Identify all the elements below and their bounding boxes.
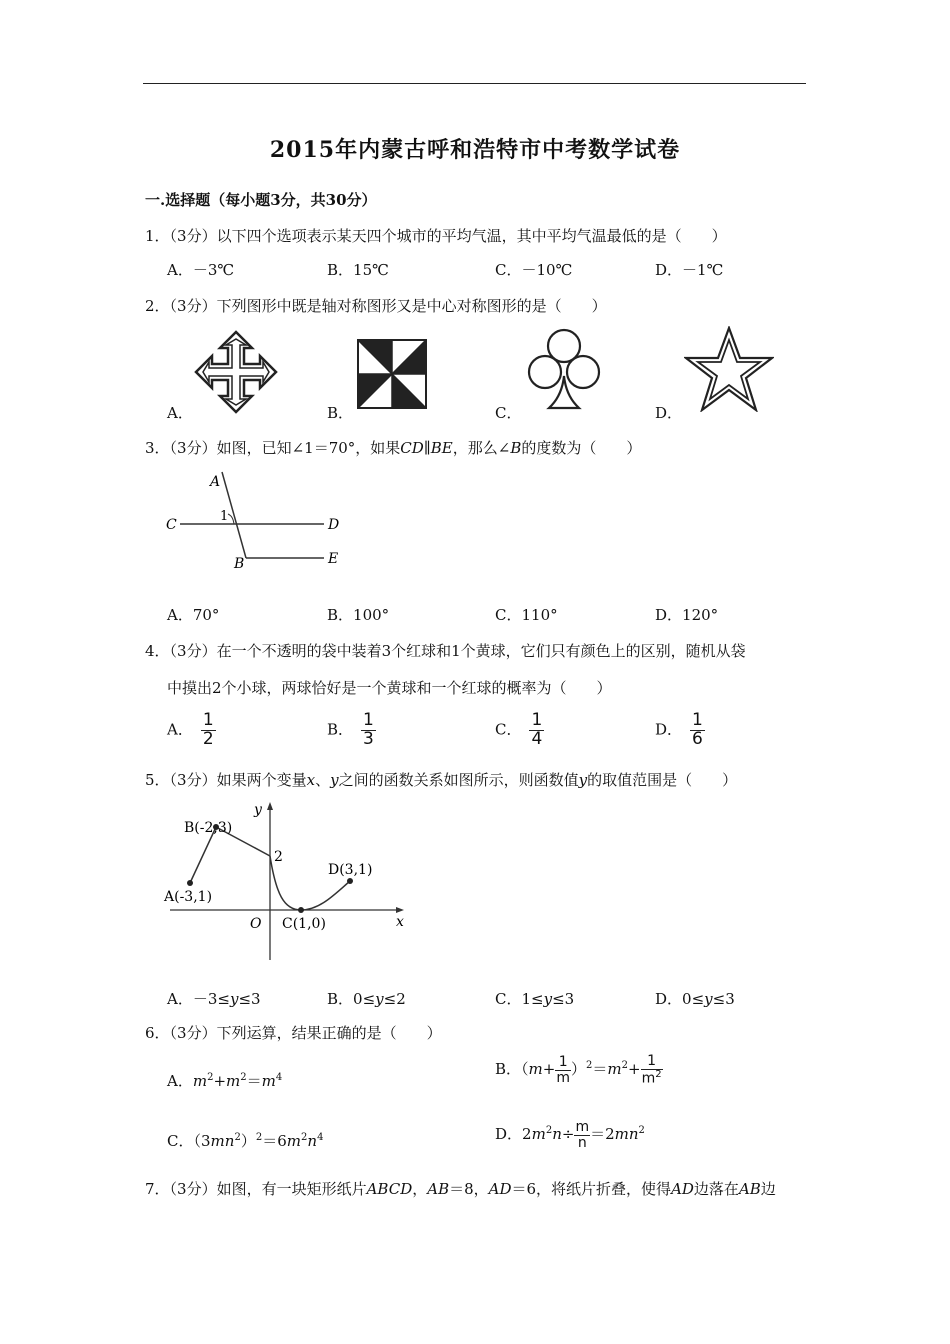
section-heading: 一.选择题（每小题3分，共30分） <box>145 191 377 209</box>
var-ad: AD <box>671 1180 694 1198</box>
question-number: 1． <box>145 227 170 245</box>
question-text: 之间的函数关系如图所示，则函数值 <box>338 771 579 789</box>
exponent: 2 <box>255 1132 263 1143</box>
option-label: D． <box>655 990 683 1008</box>
exponent: 2 <box>234 1132 241 1143</box>
var-y: y <box>543 990 553 1008</box>
q2-option-d: D． <box>655 404 683 422</box>
question-text: 的度数为（ ） <box>521 439 642 457</box>
numerator: 1 <box>202 710 214 730</box>
question-text: （3分）下列图形中既是轴对称图形又是中心对称图形的是（ ） <box>169 297 607 315</box>
question-text: 的取值范围是（ ） <box>587 771 738 789</box>
option-label: D． <box>655 720 683 739</box>
y-intercept-label: 2 <box>274 849 283 865</box>
plus-sign: + <box>213 1072 227 1090</box>
question-text: （3分）如图，已知∠1＝70°，如果 <box>169 439 401 457</box>
q6-option-a <box>167 1070 282 1091</box>
option-label: C． <box>495 990 522 1008</box>
denominator: 4 <box>531 728 543 749</box>
var-be: BE <box>430 439 453 457</box>
denominator: m <box>556 1069 570 1086</box>
paren-close: ） <box>240 1132 256 1150</box>
q2-option-a: A． <box>167 404 193 422</box>
var-y: y <box>375 990 384 1008</box>
var-n: n <box>628 1125 639 1144</box>
option-label: C． <box>167 1132 194 1150</box>
option-text: ≤3 <box>238 990 261 1008</box>
fraction <box>361 712 376 749</box>
var-m: m <box>528 1060 543 1079</box>
angle-label: 1 <box>220 509 229 524</box>
q4-option-c <box>495 712 544 749</box>
y-axis-label: y <box>254 802 262 818</box>
var-b: B <box>510 439 522 457</box>
paren-close: ） <box>571 1060 587 1079</box>
option-text: ≤2 <box>383 990 406 1008</box>
option-label: B． <box>495 1060 522 1079</box>
fraction <box>201 712 216 749</box>
option-label: B． <box>327 720 354 739</box>
origin-label: O <box>250 916 262 932</box>
top-rule <box>143 83 806 84</box>
parallel-symbol: ∥ <box>423 439 431 457</box>
question-4-line-1 <box>145 640 746 661</box>
equals-sign: ＝ <box>246 1072 262 1090</box>
point-b-label: B(-2,3) <box>184 820 233 836</box>
coefficient: 3 <box>201 1132 211 1150</box>
question-text: 边 <box>760 1180 776 1198</box>
option-label: A． <box>167 990 193 1008</box>
var-cd: CD <box>400 439 424 457</box>
label-e: E <box>328 551 339 567</box>
club-icon <box>525 328 603 412</box>
var-m: m <box>210 1132 225 1150</box>
var-ad: AD <box>488 1180 512 1198</box>
var-m: m <box>614 1125 629 1144</box>
q5-option-a <box>167 988 261 1009</box>
point-d-label: D(3,1) <box>328 862 373 878</box>
label-c: C <box>166 517 177 533</box>
question-7 <box>145 1178 776 1199</box>
q1-option-d: D．－1℃ <box>655 261 724 279</box>
x-axis-label: x <box>396 914 404 930</box>
option-text: 1≤ <box>521 990 544 1008</box>
question-text: ＝6，将纸片折叠，使得 <box>511 1180 672 1198</box>
exponent: 2 <box>545 1125 553 1137</box>
denominator <box>641 1070 663 1086</box>
question-text: （3分）以下四个选项表示某天四个城市的平均气温，其中平均气温最低的是（ ） <box>169 227 727 245</box>
question-number: 5． <box>145 771 170 789</box>
option-text: ≤3 <box>552 990 575 1008</box>
var-n: n <box>307 1132 318 1150</box>
q4-option-b <box>327 712 376 749</box>
separator: 、 <box>315 771 331 789</box>
fraction <box>529 712 544 749</box>
pinwheel-icon <box>356 338 428 410</box>
q3-option-b: B．100° <box>327 606 390 624</box>
var-n: n <box>552 1125 562 1144</box>
option-label: D． <box>495 1125 523 1144</box>
q6-option-d <box>495 1120 645 1150</box>
question-number: 6． <box>145 1024 170 1042</box>
fraction <box>641 1054 663 1086</box>
var-n: n <box>224 1132 235 1150</box>
equals-sign: ＝ <box>592 1060 608 1079</box>
var-m: m <box>261 1072 276 1090</box>
denominator: 3 <box>363 728 374 749</box>
q2-option-b: B． <box>327 404 354 422</box>
question-text: （3分）在一个不透明的袋中装着3个红球和1个黄球，它们只有颜色上的区别，随机从袋 <box>169 642 746 660</box>
q2-option-c: C． <box>495 404 522 422</box>
question-text: ＝8， <box>449 1180 489 1198</box>
question-number: 4． <box>145 642 170 660</box>
paren-open: （ <box>193 1132 201 1150</box>
point-a-label: A(-3,1) <box>164 889 213 905</box>
parallel-lines-figure <box>160 468 360 578</box>
comma: ， <box>412 1180 428 1198</box>
var-ab: AB <box>738 1180 761 1198</box>
plus-sign: + <box>542 1060 556 1079</box>
var-ab: AB <box>427 1180 450 1198</box>
numerator: m <box>575 1119 590 1135</box>
equals-sign: ＝ <box>590 1125 606 1144</box>
coefficient: 2 <box>605 1125 615 1144</box>
exponent: 2 <box>301 1132 308 1143</box>
numerator: 1 <box>531 710 543 730</box>
numerator: 1 <box>692 710 703 730</box>
divide-sign: ÷ <box>561 1125 575 1144</box>
denominator: 2 <box>202 728 214 749</box>
denominator: n <box>577 1134 587 1151</box>
option-text: ≤3 <box>712 990 735 1008</box>
exponent: 4 <box>317 1132 324 1143</box>
var-m: m <box>226 1072 241 1090</box>
page-title: 2015年内蒙古呼和浩特市中考数学试卷 <box>269 137 681 163</box>
q3-option-d: D．120° <box>655 606 719 624</box>
question-4-line-2: 中摸出2个小球，两球恰好是一个黄球和一个红球的概率为（ ） <box>167 679 612 697</box>
star-icon <box>684 326 774 412</box>
q4-option-d <box>655 712 705 749</box>
question-3 <box>145 437 641 458</box>
coefficient: 2 <box>522 1125 532 1144</box>
question-text: （3分）如果两个变量 <box>169 771 307 789</box>
fraction <box>690 712 705 749</box>
paren-open: （ <box>521 1060 529 1079</box>
coefficient: 6 <box>277 1132 287 1150</box>
function-graph <box>160 794 420 964</box>
q4-option-a <box>167 712 216 749</box>
var-abcd: ABCD <box>366 1180 413 1198</box>
question-5 <box>145 769 737 790</box>
var-m: m <box>607 1060 622 1079</box>
equals-sign: ＝ <box>262 1132 278 1150</box>
question-number: 3． <box>145 439 170 457</box>
var-m: m <box>531 1125 546 1144</box>
option-label: A． <box>167 720 193 739</box>
var-y: y <box>578 771 588 789</box>
q3-option-a: A．70° <box>167 606 220 624</box>
question-text: （3分）如图，有一块矩形纸片 <box>169 1180 367 1198</box>
label-a: A <box>210 474 221 490</box>
q5-option-d <box>655 988 735 1009</box>
q6-option-c <box>167 1130 323 1151</box>
q6-option-b <box>495 1054 663 1086</box>
option-text: 0≤ <box>682 990 705 1008</box>
option-text: 0≤ <box>353 990 376 1008</box>
var-m: m <box>192 1072 208 1090</box>
label-d: D <box>328 517 340 533</box>
var-y: y <box>229 990 239 1008</box>
plus-sign: + <box>628 1060 641 1079</box>
base: m <box>641 1070 656 1087</box>
question-1 <box>145 225 727 246</box>
point-c-label: C(1,0) <box>282 916 326 932</box>
fraction <box>574 1120 590 1150</box>
exponent: 4 <box>275 1072 283 1083</box>
option-text: －3≤ <box>192 990 230 1008</box>
var-m: m <box>286 1132 302 1150</box>
var-y: y <box>704 990 713 1008</box>
question-number: 7． <box>145 1180 170 1198</box>
fraction <box>555 1055 571 1085</box>
option-label: C． <box>495 720 522 739</box>
q1-option-b: B．15℃ <box>327 261 389 279</box>
exponent: 2 <box>586 1060 593 1072</box>
question-2 <box>145 295 607 316</box>
arrow-cross-icon <box>194 330 278 414</box>
question-6 <box>145 1022 442 1043</box>
q3-option-c: C．110° <box>495 606 558 624</box>
exponent: 2 <box>621 1060 629 1072</box>
label-b: B <box>234 556 245 572</box>
numerator: 1 <box>641 1054 663 1070</box>
q5-option-b <box>327 988 406 1009</box>
exponent: 2 <box>655 1068 662 1080</box>
exponent: 2 <box>638 1125 645 1137</box>
option-label: A． <box>167 1072 193 1090</box>
denominator: 6 <box>692 728 703 749</box>
q1-option-a: A．－3℃ <box>167 261 235 279</box>
exponent: 2 <box>240 1072 247 1083</box>
question-text: ，那么∠ <box>452 439 511 457</box>
question-text: 边落在 <box>693 1180 739 1198</box>
question-text: （3分）下列运算，结果正确的是（ ） <box>169 1024 442 1042</box>
option-label: B． <box>327 990 354 1008</box>
var-y: y <box>330 771 339 789</box>
numerator: 1 <box>363 710 374 730</box>
exponent: 2 <box>207 1072 214 1083</box>
q1-option-c: C．－10℃ <box>495 261 573 279</box>
question-number: 2． <box>145 297 170 315</box>
q5-option-c <box>495 988 574 1009</box>
numerator: 1 <box>555 1055 571 1071</box>
var-x: x <box>306 771 316 789</box>
